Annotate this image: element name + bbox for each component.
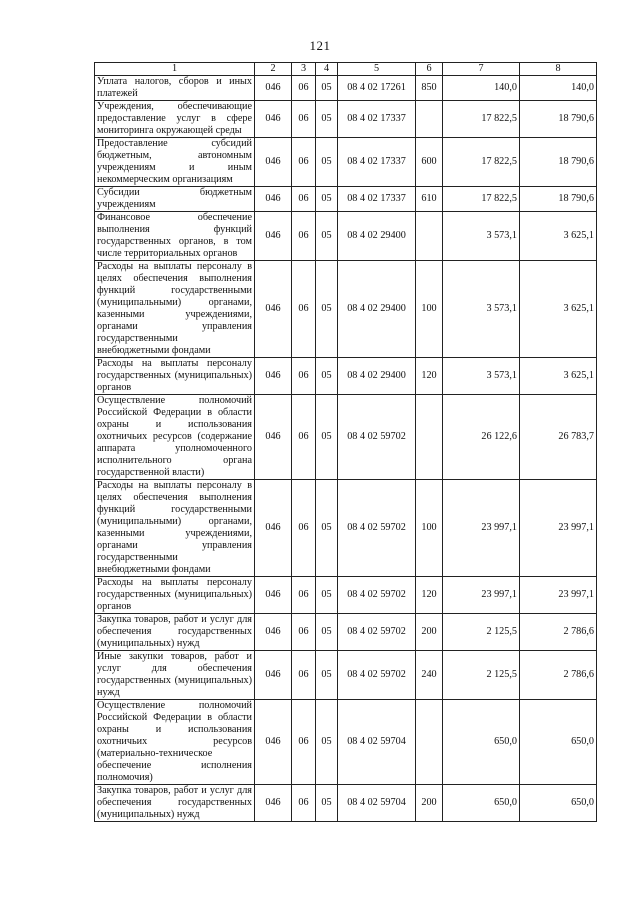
amount-year2-cell: 23 997,1 [520, 577, 597, 614]
table-row [95, 138, 597, 187]
amount-year1-cell: 650,0 [443, 785, 520, 822]
header-cell: 7 [443, 63, 520, 76]
section-cell: 06 [292, 700, 316, 785]
admin-code-cell: 046 [255, 651, 292, 700]
description-cell: Закупка товаров, работ и услуг для обеспечения государственных (муниципальных) нужд [95, 614, 255, 651]
admin-code-cell: 046 [255, 358, 292, 395]
subsection-cell: 05 [316, 395, 338, 480]
description-cell: Уплата налогов, сборов и иных платежей [95, 76, 255, 101]
expense-type-cell [416, 700, 443, 785]
budget-table [94, 62, 597, 822]
table-row [95, 395, 597, 480]
target-article-cell: 08 4 02 59702 [338, 614, 416, 651]
expense-type-cell: 610 [416, 187, 443, 212]
amount-year1-cell: 3 573,1 [443, 261, 520, 358]
table-row [95, 480, 597, 577]
header-cell: 5 [338, 63, 416, 76]
amount-year1-cell: 3 573,1 [443, 212, 520, 261]
subsection-cell: 05 [316, 700, 338, 785]
description-cell: Иные закупки товаров, работ и услуг для обеспечения государственных (муниципальных) нужд [95, 651, 255, 700]
subsection-cell: 05 [316, 614, 338, 651]
table-row [95, 700, 597, 785]
expense-type-cell [416, 101, 443, 138]
amount-year2-cell: 18 790,6 [520, 138, 597, 187]
section-cell: 06 [292, 785, 316, 822]
target-article-cell: 08 4 02 59702 [338, 480, 416, 577]
target-article-cell: 08 4 02 29400 [338, 358, 416, 395]
table-row [95, 614, 597, 651]
header-row [95, 63, 597, 76]
description-cell: Расходы на выплаты персоналу в целях обеспечения выполнения функций государственными (муниципальными) органами, казенными учреждениями, органами управления государственными внебюджетными фондами [95, 261, 255, 358]
amount-year2-cell: 140,0 [520, 76, 597, 101]
table-row [95, 76, 597, 101]
amount-year2-cell: 3 625,1 [520, 358, 597, 395]
amount-year1-cell: 23 997,1 [443, 577, 520, 614]
expense-type-cell [416, 395, 443, 480]
amount-year2-cell: 2 786,6 [520, 651, 597, 700]
admin-code-cell: 046 [255, 212, 292, 261]
admin-code-cell: 046 [255, 76, 292, 101]
amount-year1-cell: 17 822,5 [443, 101, 520, 138]
admin-code-cell: 046 [255, 261, 292, 358]
table-row [95, 651, 597, 700]
section-cell: 06 [292, 480, 316, 577]
subsection-cell: 05 [316, 651, 338, 700]
table-row [95, 785, 597, 822]
admin-code-cell: 046 [255, 395, 292, 480]
amount-year2-cell: 650,0 [520, 700, 597, 785]
admin-code-cell: 046 [255, 785, 292, 822]
page-number: 121 [309, 38, 331, 53]
target-article-cell: 08 4 02 17337 [338, 101, 416, 138]
target-article-cell: 08 4 02 59702 [338, 395, 416, 480]
description-cell: Учреждения, обеспечивающие предоставление услуг в сфере мониторинга окружающей среды [95, 101, 255, 138]
description-cell: Расходы на выплаты персоналу государственных (муниципальных) органов [95, 358, 255, 395]
amount-year1-cell: 23 997,1 [443, 480, 520, 577]
admin-code-cell: 046 [255, 577, 292, 614]
header-cell: 6 [416, 63, 443, 76]
amount-year2-cell: 650,0 [520, 785, 597, 822]
expense-type-cell: 120 [416, 358, 443, 395]
amount-year2-cell: 18 790,6 [520, 101, 597, 138]
amount-year1-cell: 26 122,6 [443, 395, 520, 480]
admin-code-cell: 046 [255, 101, 292, 138]
table-row [95, 358, 597, 395]
amount-year2-cell: 26 783,7 [520, 395, 597, 480]
subsection-cell: 05 [316, 187, 338, 212]
section-cell: 06 [292, 358, 316, 395]
amount-year2-cell: 2 786,6 [520, 614, 597, 651]
target-article-cell: 08 4 02 17337 [338, 138, 416, 187]
description-cell: Субсидии бюджетным учреждениям [95, 187, 255, 212]
amount-year2-cell: 18 790,6 [520, 187, 597, 212]
admin-code-cell: 046 [255, 480, 292, 577]
table-row [95, 261, 597, 358]
expense-type-cell: 240 [416, 651, 443, 700]
section-cell: 06 [292, 101, 316, 138]
expense-type-cell [416, 212, 443, 261]
table-row [95, 212, 597, 261]
expense-type-cell: 200 [416, 614, 443, 651]
header-cell: 2 [255, 63, 292, 76]
description-cell: Осуществление полномочий Российской Федерации в области охраны и использования охотничьих ресурсов (материально-техническое обеспечение исполнения полномочия) [95, 700, 255, 785]
subsection-cell: 05 [316, 358, 338, 395]
subsection-cell: 05 [316, 138, 338, 187]
amount-year1-cell: 2 125,5 [443, 651, 520, 700]
section-cell: 06 [292, 261, 316, 358]
amount-year1-cell: 650,0 [443, 700, 520, 785]
description-cell: Расходы на выплаты персоналу государственных (муниципальных) органов [95, 577, 255, 614]
section-cell: 06 [292, 212, 316, 261]
target-article-cell: 08 4 02 59704 [338, 785, 416, 822]
subsection-cell: 05 [316, 577, 338, 614]
section-cell: 06 [292, 651, 316, 700]
target-article-cell: 08 4 02 29400 [338, 212, 416, 261]
description-cell: Предоставление субсидий бюджетным, автономным учреждениям и иным некоммерческим организациям [95, 138, 255, 187]
subsection-cell: 05 [316, 212, 338, 261]
target-article-cell: 08 4 02 17261 [338, 76, 416, 101]
section-cell: 06 [292, 395, 316, 480]
table-row [95, 577, 597, 614]
description-cell: Закупка товаров, работ и услуг для обеспечения государственных (муниципальных) нужд [95, 785, 255, 822]
amount-year1-cell: 17 822,5 [443, 187, 520, 212]
subsection-cell: 05 [316, 261, 338, 358]
admin-code-cell: 046 [255, 138, 292, 187]
amount-year1-cell: 3 573,1 [443, 358, 520, 395]
subsection-cell: 05 [316, 785, 338, 822]
expense-type-cell: 850 [416, 76, 443, 101]
target-article-cell: 08 4 02 59702 [338, 577, 416, 614]
table-row [95, 101, 597, 138]
header-cell: 8 [520, 63, 597, 76]
subsection-cell: 05 [316, 101, 338, 138]
amount-year2-cell: 3 625,1 [520, 212, 597, 261]
expense-type-cell: 120 [416, 577, 443, 614]
target-article-cell: 08 4 02 17337 [338, 187, 416, 212]
expense-type-cell: 200 [416, 785, 443, 822]
description-cell: Расходы на выплаты персоналу в целях обеспечения выполнения функций государственными (муниципальными) органами, казенными учреждениями, органами управления государственными внебюджетными фондами [95, 480, 255, 577]
admin-code-cell: 046 [255, 614, 292, 651]
section-cell: 06 [292, 614, 316, 651]
amount-year1-cell: 140,0 [443, 76, 520, 101]
amount-year1-cell: 17 822,5 [443, 138, 520, 187]
header-cell: 1 [95, 63, 255, 76]
target-article-cell: 08 4 02 59704 [338, 700, 416, 785]
table-row [95, 187, 597, 212]
target-article-cell: 08 4 02 59702 [338, 651, 416, 700]
description-cell: Финансовое обеспечение выполнения функций государственных органов, в том числе территориальных органов [95, 212, 255, 261]
subsection-cell: 05 [316, 480, 338, 577]
admin-code-cell: 046 [255, 700, 292, 785]
header-cell: 4 [316, 63, 338, 76]
amount-year2-cell: 23 997,1 [520, 480, 597, 577]
section-cell: 06 [292, 76, 316, 101]
section-cell: 06 [292, 577, 316, 614]
subsection-cell: 05 [316, 76, 338, 101]
section-cell: 06 [292, 187, 316, 212]
amount-year2-cell: 3 625,1 [520, 261, 597, 358]
amount-year1-cell: 2 125,5 [443, 614, 520, 651]
description-cell: Осуществление полномочий Российской Федерации в области охраны и использования охотничьих ресурсов (содержание аппарата уполномоченного исполнительного органа государственной власти) [95, 395, 255, 480]
expense-type-cell: 600 [416, 138, 443, 187]
header-cell: 3 [292, 63, 316, 76]
section-cell: 06 [292, 138, 316, 187]
expense-type-cell: 100 [416, 261, 443, 358]
target-article-cell: 08 4 02 29400 [338, 261, 416, 358]
expense-type-cell: 100 [416, 480, 443, 577]
admin-code-cell: 046 [255, 187, 292, 212]
